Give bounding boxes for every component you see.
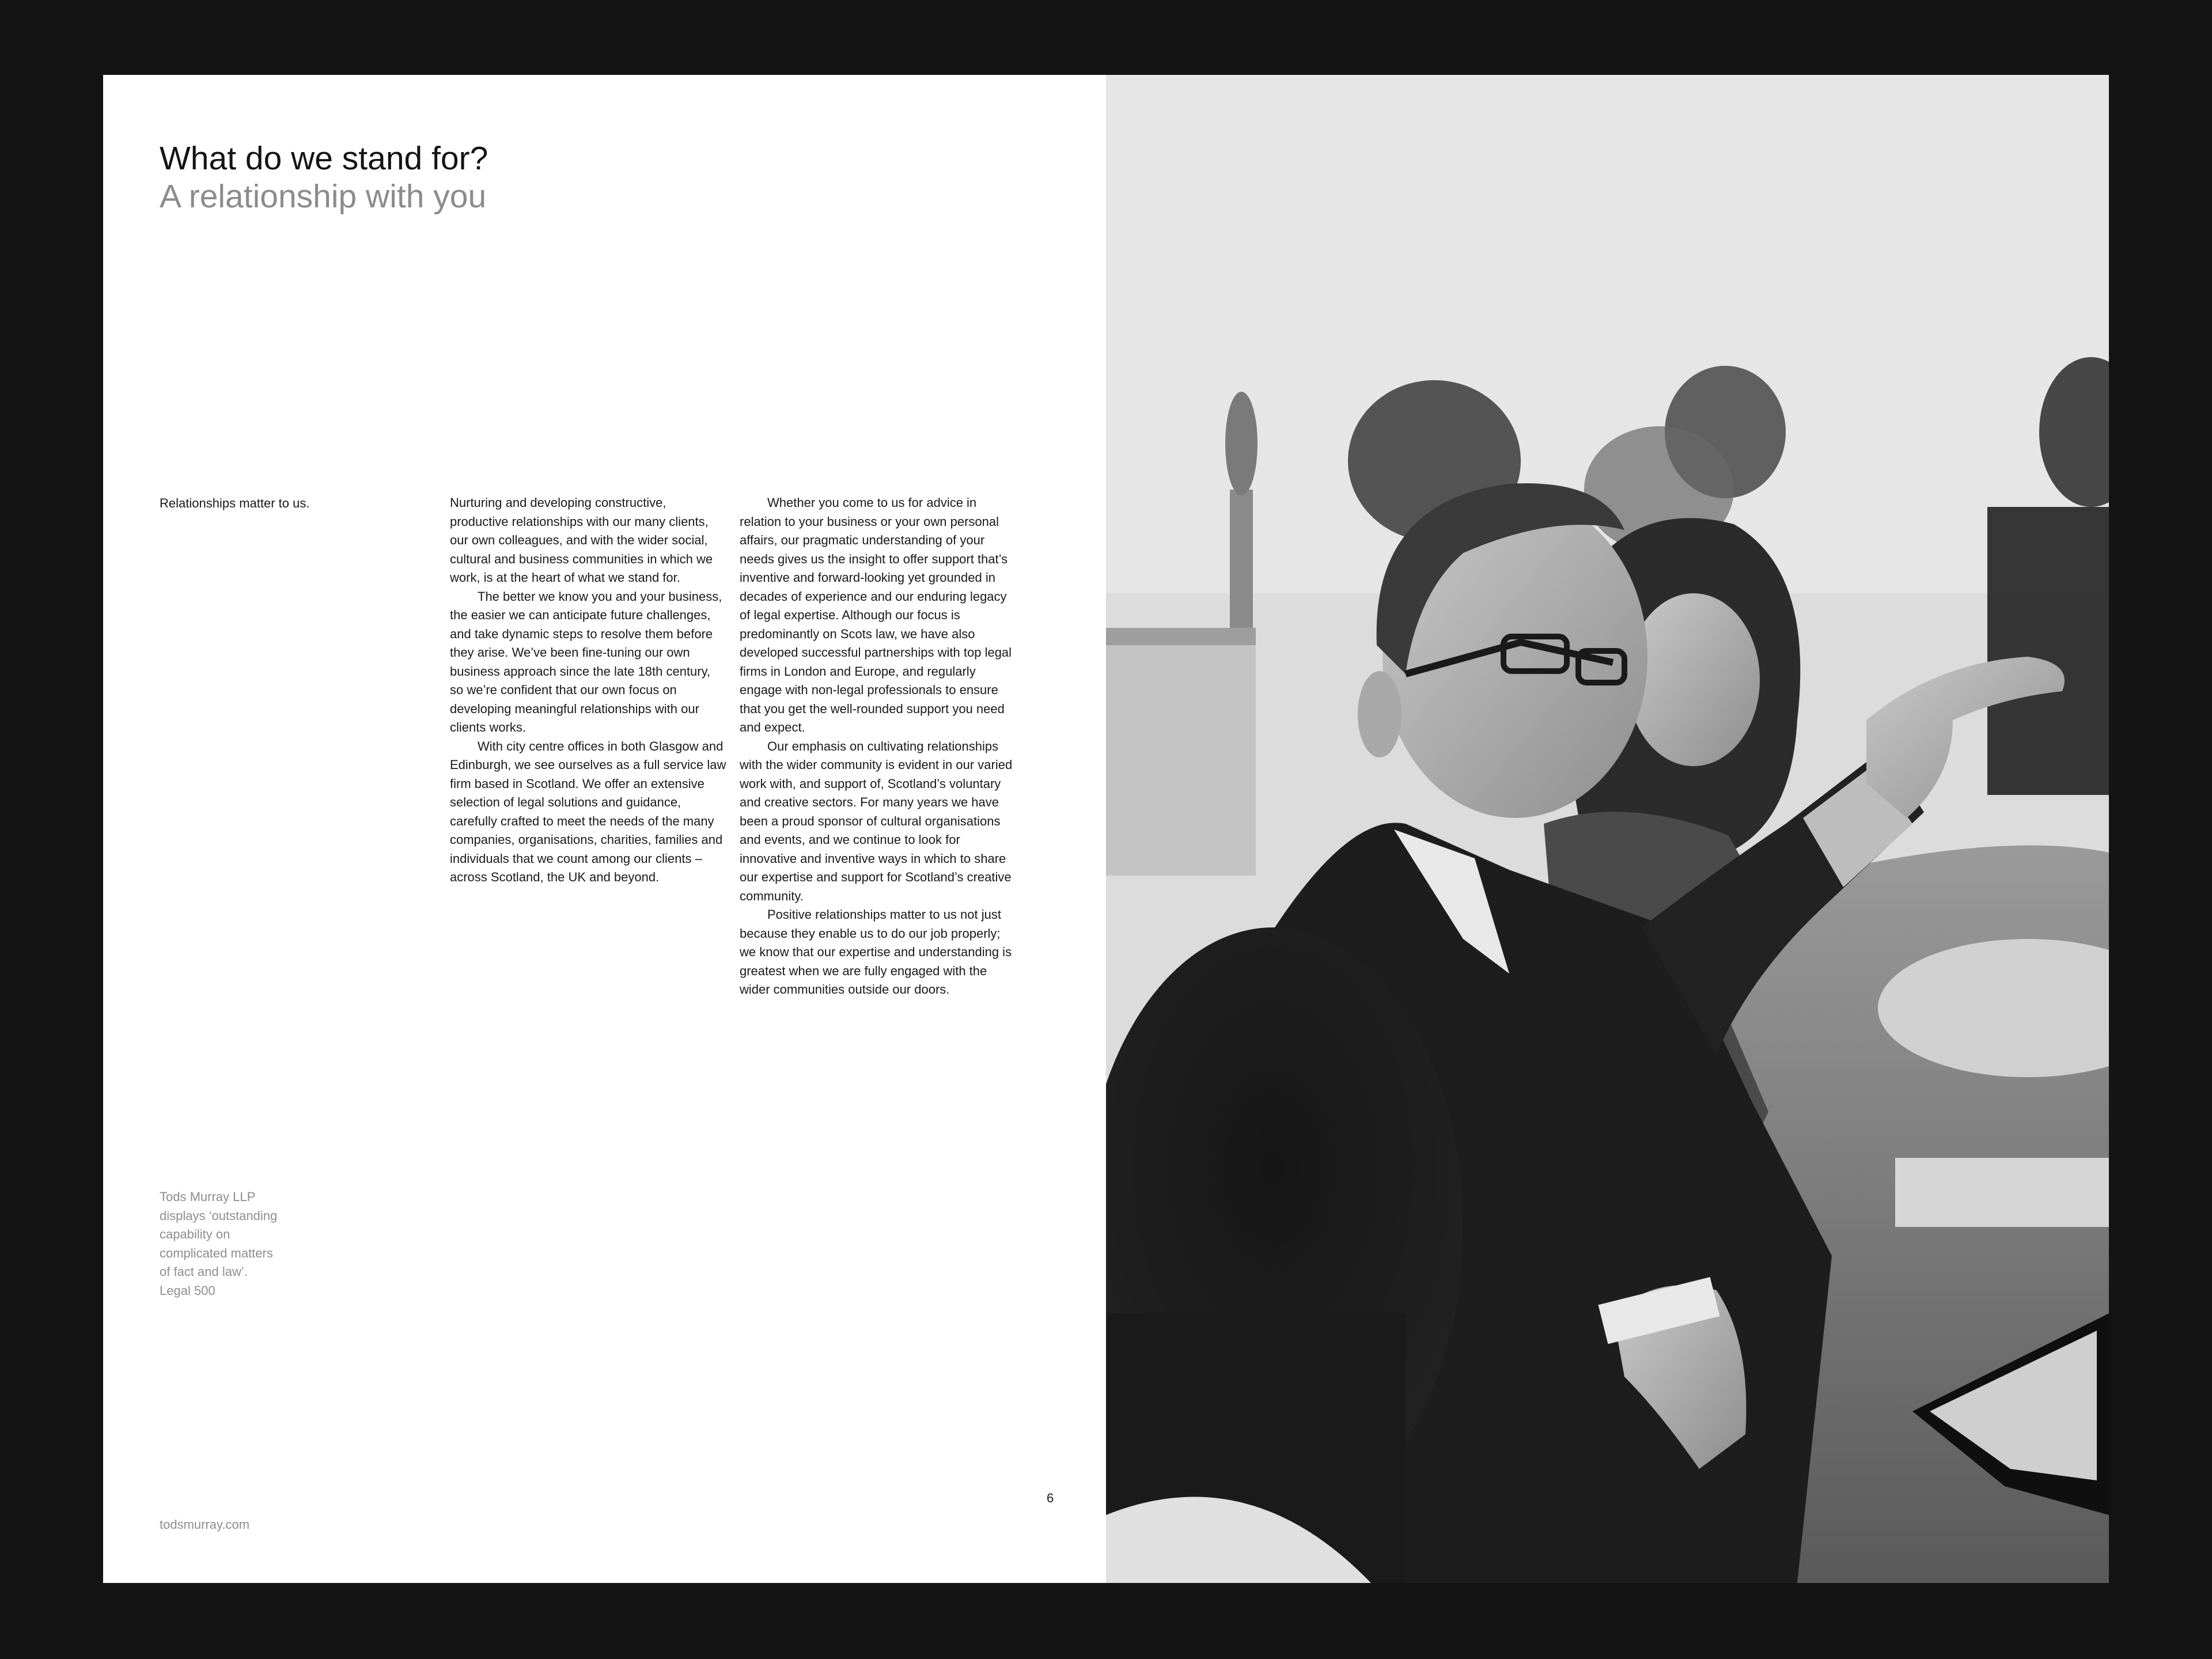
right-page-photo xyxy=(1106,75,2109,1583)
paragraph: With city centre offices in both Glasgow and Edinburgh, we see ourselves as a full service law firm based in Scotland. We offer an extensive selection of legal solutions and guidance, carefully crafted to meet the needs of the many companies, organisations, charities, families and individuals that we count among our clients – across Scotland, the UK and beyond. xyxy=(450,738,726,884)
paragraph: Nurturing and developing constructive, productive relationships with our many clients, our own colleagues, and with the wider social, cultural and business communities in which we work, is at the heart of what we stand for. xyxy=(450,495,713,585)
page-title: What do we stand for? xyxy=(160,140,488,177)
website-url: todsmurray.com xyxy=(160,1517,250,1532)
intro-text: Relationships matter to us. xyxy=(160,496,310,510)
pull-quote: Tods Murray LLP displays ‘outstanding capability on complicated matters of fact and law’. Legal 500 xyxy=(160,1190,278,1298)
page-number: 6 xyxy=(1047,1491,1054,1505)
left-page xyxy=(103,75,1106,1583)
brochure-spread xyxy=(103,75,2109,1583)
paragraph: Whether you come to us for advice in relation to your business or your own personal affairs, our pragmatic understanding of your needs gives us the insight to offer support that’s inventive and forward-looking yet grounded in decades of experience and our enduring legacy of legal expertise. Although our focus is predominantly on Scots law, we have also developed successful partnerships with top legal firms in London and Europe, and regularly engage with non-legal professionals to ensure that you get the well-rounded support you need and expect. xyxy=(740,495,1012,734)
paragraph: Our emphasis on cultivating relationships with the wider community is evident in our varied work with, and support of, Scotland’s voluntary and creative sectors. For many years we have been a proud sponsor of cultural organisations and events, and we continue to look for innovative and inventive ways in which to share our expertise and support for Scotland’s creative community. xyxy=(740,738,1013,903)
paragraph: The better we know you and your business, the easier we can anticipate future challenges, and take dynamic steps to resolve them before they arise. We’ve been fine-tuning our own business approach since the late 18th century, so we’re confident that our own focus on developing meaningful relationships with our clients works. xyxy=(450,589,722,734)
meeting-photo xyxy=(1106,75,2109,1583)
body-column-2 xyxy=(740,494,1016,999)
paragraph: Positive relationships matter to us not just because they enable us to do our job properly; we know that our expertise and understanding is greatest when we are fully engaged with the wider communities outside our doors. xyxy=(740,907,1012,997)
body-column-1 xyxy=(450,494,726,887)
page-subtitle: A relationship with you xyxy=(160,178,487,215)
